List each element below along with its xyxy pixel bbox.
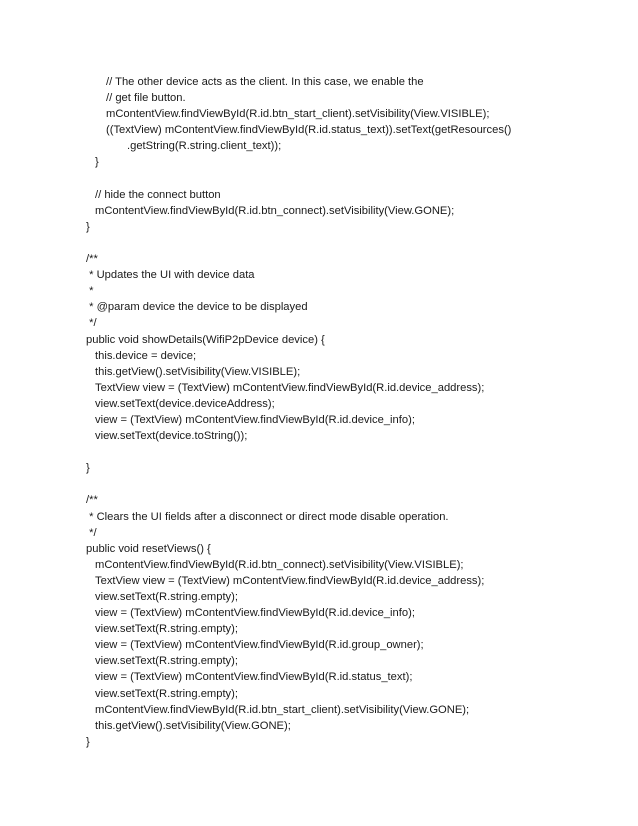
doc-comment: */ (86, 317, 97, 330)
code-line: } (86, 220, 90, 233)
code-line: mContentView.findViewById(R.id.btn_connect).setVisibility(View.VISIBLE); (95, 558, 464, 571)
code-line: mContentView.findViewById(R.id.btn_start_client).setVisibility(View.GONE); (95, 703, 470, 716)
code-comment: // The other device acts as the client. In this case, we enable the (106, 76, 424, 88)
code-line: view.setText(R.string.empty); (95, 623, 238, 636)
blank-line (86, 444, 511, 460)
code-line: } (86, 735, 90, 748)
method-signature: public void resetViews() { (86, 542, 211, 555)
code-line: ((TextView) mContentView.findViewById(R.id.status_text)).setText(getResources() (106, 124, 512, 137)
doc-comment: /** (86, 494, 98, 507)
doc-comment: * Clears the UI fields after a disconnect or direct mode disable operation. (86, 510, 449, 523)
blank-line (86, 235, 511, 251)
code-line: view = (TextView) mContentView.findViewById(R.id.group_owner); (95, 639, 424, 652)
code-line: } (95, 156, 99, 169)
code-line: TextView view = (TextView) mContentView.findViewById(R.id.device_address); (95, 574, 485, 587)
code-comment: // get file button. (106, 92, 186, 105)
code-line: .getString(R.string.client_text)); (127, 140, 282, 153)
code-line: view.setText(R.string.empty); (95, 591, 238, 603)
code-comment: // hide the connect button (95, 188, 221, 201)
code-line: view = (TextView) mContentView.findViewById(R.id.device_info); (95, 413, 415, 426)
code-line: this.getView().setVisibility(View.VISIBLE); (95, 365, 301, 378)
code-line: view.setText(R.string.empty); (95, 687, 238, 700)
code-line: TextView view = (TextView) mContentView.findViewById(R.id.device_address); (95, 381, 485, 394)
doc-comment: */ (86, 526, 97, 539)
blank-line (86, 476, 511, 492)
code-block (86, 74, 511, 750)
code-line: mContentView.findViewById(R.id.btn_start_client).setVisibility(View.VISIBLE); (106, 108, 490, 121)
code-line: view.setText(R.string.empty); (95, 655, 238, 668)
doc-comment: * (86, 285, 94, 298)
blank-line (86, 171, 511, 187)
code-line: } (86, 462, 90, 475)
method-signature: public void showDetails(WifiP2pDevice device) { (86, 333, 325, 346)
doc-comment: * Updates the UI with device data (86, 269, 255, 282)
code-line: view.setText(device.toString()); (95, 430, 248, 443)
code-line: this.getView().setVisibility(View.GONE); (95, 719, 291, 732)
code-line: view = (TextView) mContentView.findViewById(R.id.status_text); (95, 671, 413, 684)
doc-comment: * @param device the device to be displayed (86, 301, 308, 314)
code-line: mContentView.findViewById(R.id.btn_connect).setVisibility(View.GONE); (95, 204, 455, 217)
doc-comment: /** (86, 253, 98, 266)
code-line: this.device = device; (95, 349, 197, 362)
code-line: view.setText(device.deviceAddress); (95, 397, 275, 410)
code-line: view = (TextView) mContentView.findViewById(R.id.device_info); (95, 607, 415, 620)
